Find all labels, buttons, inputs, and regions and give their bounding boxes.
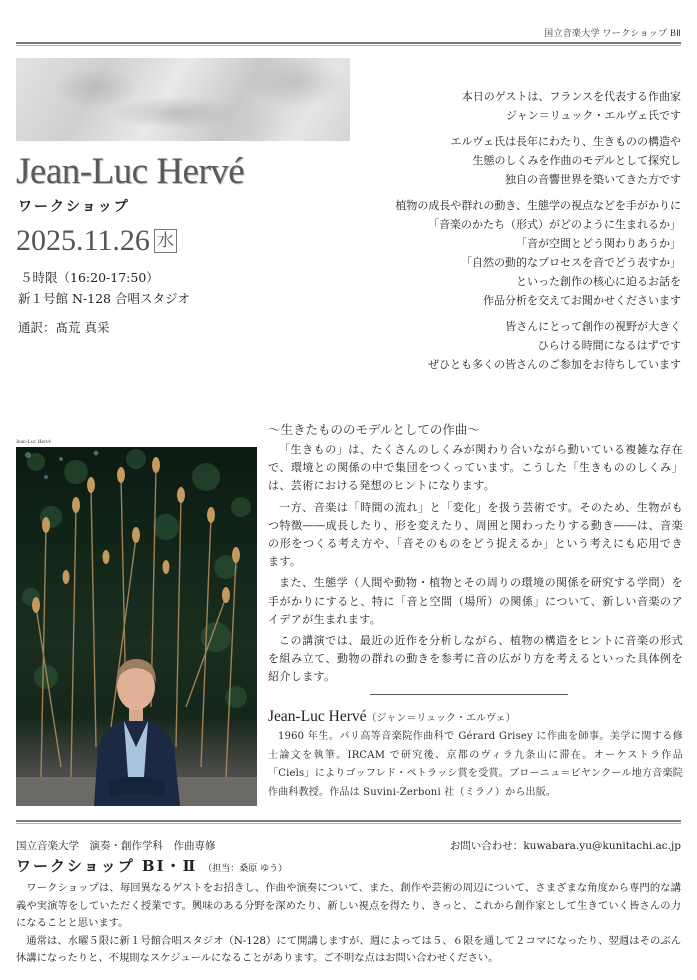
footer-contact (450, 838, 681, 853)
course-title: ワークショップ BⅠ・Ⅱ (16, 857, 198, 875)
bio-name-kana: （ジャン＝リュック・エルヴェ） (366, 713, 516, 724)
article-paragraph: 一方、音楽は「時間の流れ」と「変化」を扱う芸術です。そのため、生物がもつ特徴――成長したり、形を変えたり、周囲と関わったりする動き――は、音楽の形をつくる考え方や、「音そのものをどう捉えるか」という考えにも応用できます。 (268, 500, 683, 569)
contact-email-link[interactable]: kuwabara.yu@kunitachi.ac.jp (523, 840, 681, 852)
footer-department: 国立音楽大学 演奏・創作学科 作曲専修 (16, 840, 216, 852)
date-value: 2025.11.26 (16, 224, 150, 257)
intro-text (321, 87, 681, 381)
speaker-name-title: Jean-Luc Hervé (16, 151, 245, 192)
bio-text: 1960 年生。パリ高等音楽院作曲科で Gérard Grisey に作曲を師事。美学に関する修士論文を執筆。IRCAM で研究後、京都のヴィラ九条山に滞在。オーケストラ作品「Ciels」によりゴッフレド・ペトラッシ賞を受賞。ブローニュ＝ビヤンクール地方音楽院作曲科教授。作品は Suvini-Zerboni 社（ミラノ）から出版。 (268, 731, 683, 798)
bottom-double-rule (16, 820, 681, 824)
weekday-box: 水 (154, 229, 177, 253)
intro-line: 作品分析を交えてお聞かせくださいます (483, 294, 681, 307)
bio-name-line (268, 708, 683, 726)
event-date (16, 224, 177, 258)
speaker-photo (16, 447, 257, 806)
article (268, 420, 683, 690)
footer-title (16, 855, 287, 876)
intro-line: 「自然の動的なプロセスを音でどう表すか」 (461, 256, 681, 269)
marble-banner (16, 58, 350, 141)
intro-line: 独自の音響世界を築いてきた方です (505, 173, 681, 186)
top-double-rule (16, 42, 681, 46)
article-paragraph: この講演では、最近の近作を分析しながら、植物の構造をヒントに音楽の形式を組み立て、動物の群れの動きを参考に音の広がり方を考えるといった具体例を紹介します。 (268, 634, 683, 684)
intro-line: 生態のしくみを作曲のモデルとして探究し (472, 154, 681, 167)
footer-paragraph: ワークショップは、毎回異なるゲストをお招きし、作曲や演奏について、また、創作や芸術の周辺について、さまざまな角度から専門的な講義や実演等をしていただく授業です。興味のある分野を深めたり、新しい視点を得たり、きっと、これから創作家として生きていく皆さんの力になることと思います。 (16, 882, 681, 929)
intro-line: 皆さんにとって創作の視野が大きく (505, 320, 681, 333)
photo-caption: Jean-Luc Hervé (16, 439, 51, 445)
intro-paragraph (321, 196, 681, 310)
intro-line: 「音が空間とどう関わりあうか」 (516, 237, 681, 250)
intro-paragraph (321, 87, 681, 125)
intro-paragraph (321, 132, 681, 189)
intro-line: 植物の成長や群れの動き、生態学の視点などを手がかりに (395, 199, 681, 212)
bio-divider (370, 694, 568, 695)
intro-line: ジャン＝リュック・エルヴェ氏です (505, 109, 681, 122)
intro-paragraph (321, 317, 681, 374)
intro-line: といった創作の核心に迫るお話を (516, 275, 681, 288)
footer-paragraph: 通常は、水曜５限に新１号館合唱スタジオ（N-128）にて開講しますが、週によっては５、６限を通して２コマになったり、翌週はそのぶん休講になったりと、不規則なスケジュールになることがあります。ご不明な点はお問い合わせください。 (16, 934, 681, 964)
event-time: ５時限（16:20-17:50） (20, 270, 159, 285)
article-paragraph: 「生きもの」は、たくさんのしくみが関わり合いながら動いている複雑な存在で、環境との関係の中で集団をつくっています。こうした「生きもののしくみ」は、芸術における発想のヒントになります。 (268, 443, 683, 493)
header-label: 国立音楽大学 ワークショップ BⅡ (544, 28, 681, 38)
course-staff: （担当：桑原 ゆう） (203, 864, 288, 874)
intro-line: ぜひとも多くの皆さんのご参加をお待ちしています (428, 358, 681, 371)
article-heading: 〜生きたもののモデルとしての作曲〜 (268, 422, 480, 437)
contact-label: お問い合わせ： (449, 840, 524, 852)
intro-line: 「音楽のかたち（形式）がどのように生まれるか」 (428, 218, 681, 231)
intro-line: ひらける時間になるはずです (537, 339, 681, 352)
interpreter: 通訳：髙荒 真采 (18, 320, 110, 335)
event-venue: 新１号館 N-128 合唱スタジオ (18, 291, 190, 306)
intro-line: 本日のゲストは、フランスを代表する作曲家 (461, 90, 681, 103)
footer-description (16, 880, 681, 968)
bio-name: Jean-Luc Hervé (268, 708, 367, 725)
workshop-subtitle: ワークショップ (18, 199, 130, 215)
article-paragraph: また、生態学（人間や動物・植物とその周りの環境の関係を研究する学問）を手がかりにすると、特に「音と空間（場所）の関係」について、新しい音楽のアイデアが生まれます。 (268, 576, 683, 626)
bio (268, 708, 683, 802)
intro-line: エルヴェ氏は長年にわたり、生きものの構造や (450, 135, 681, 148)
